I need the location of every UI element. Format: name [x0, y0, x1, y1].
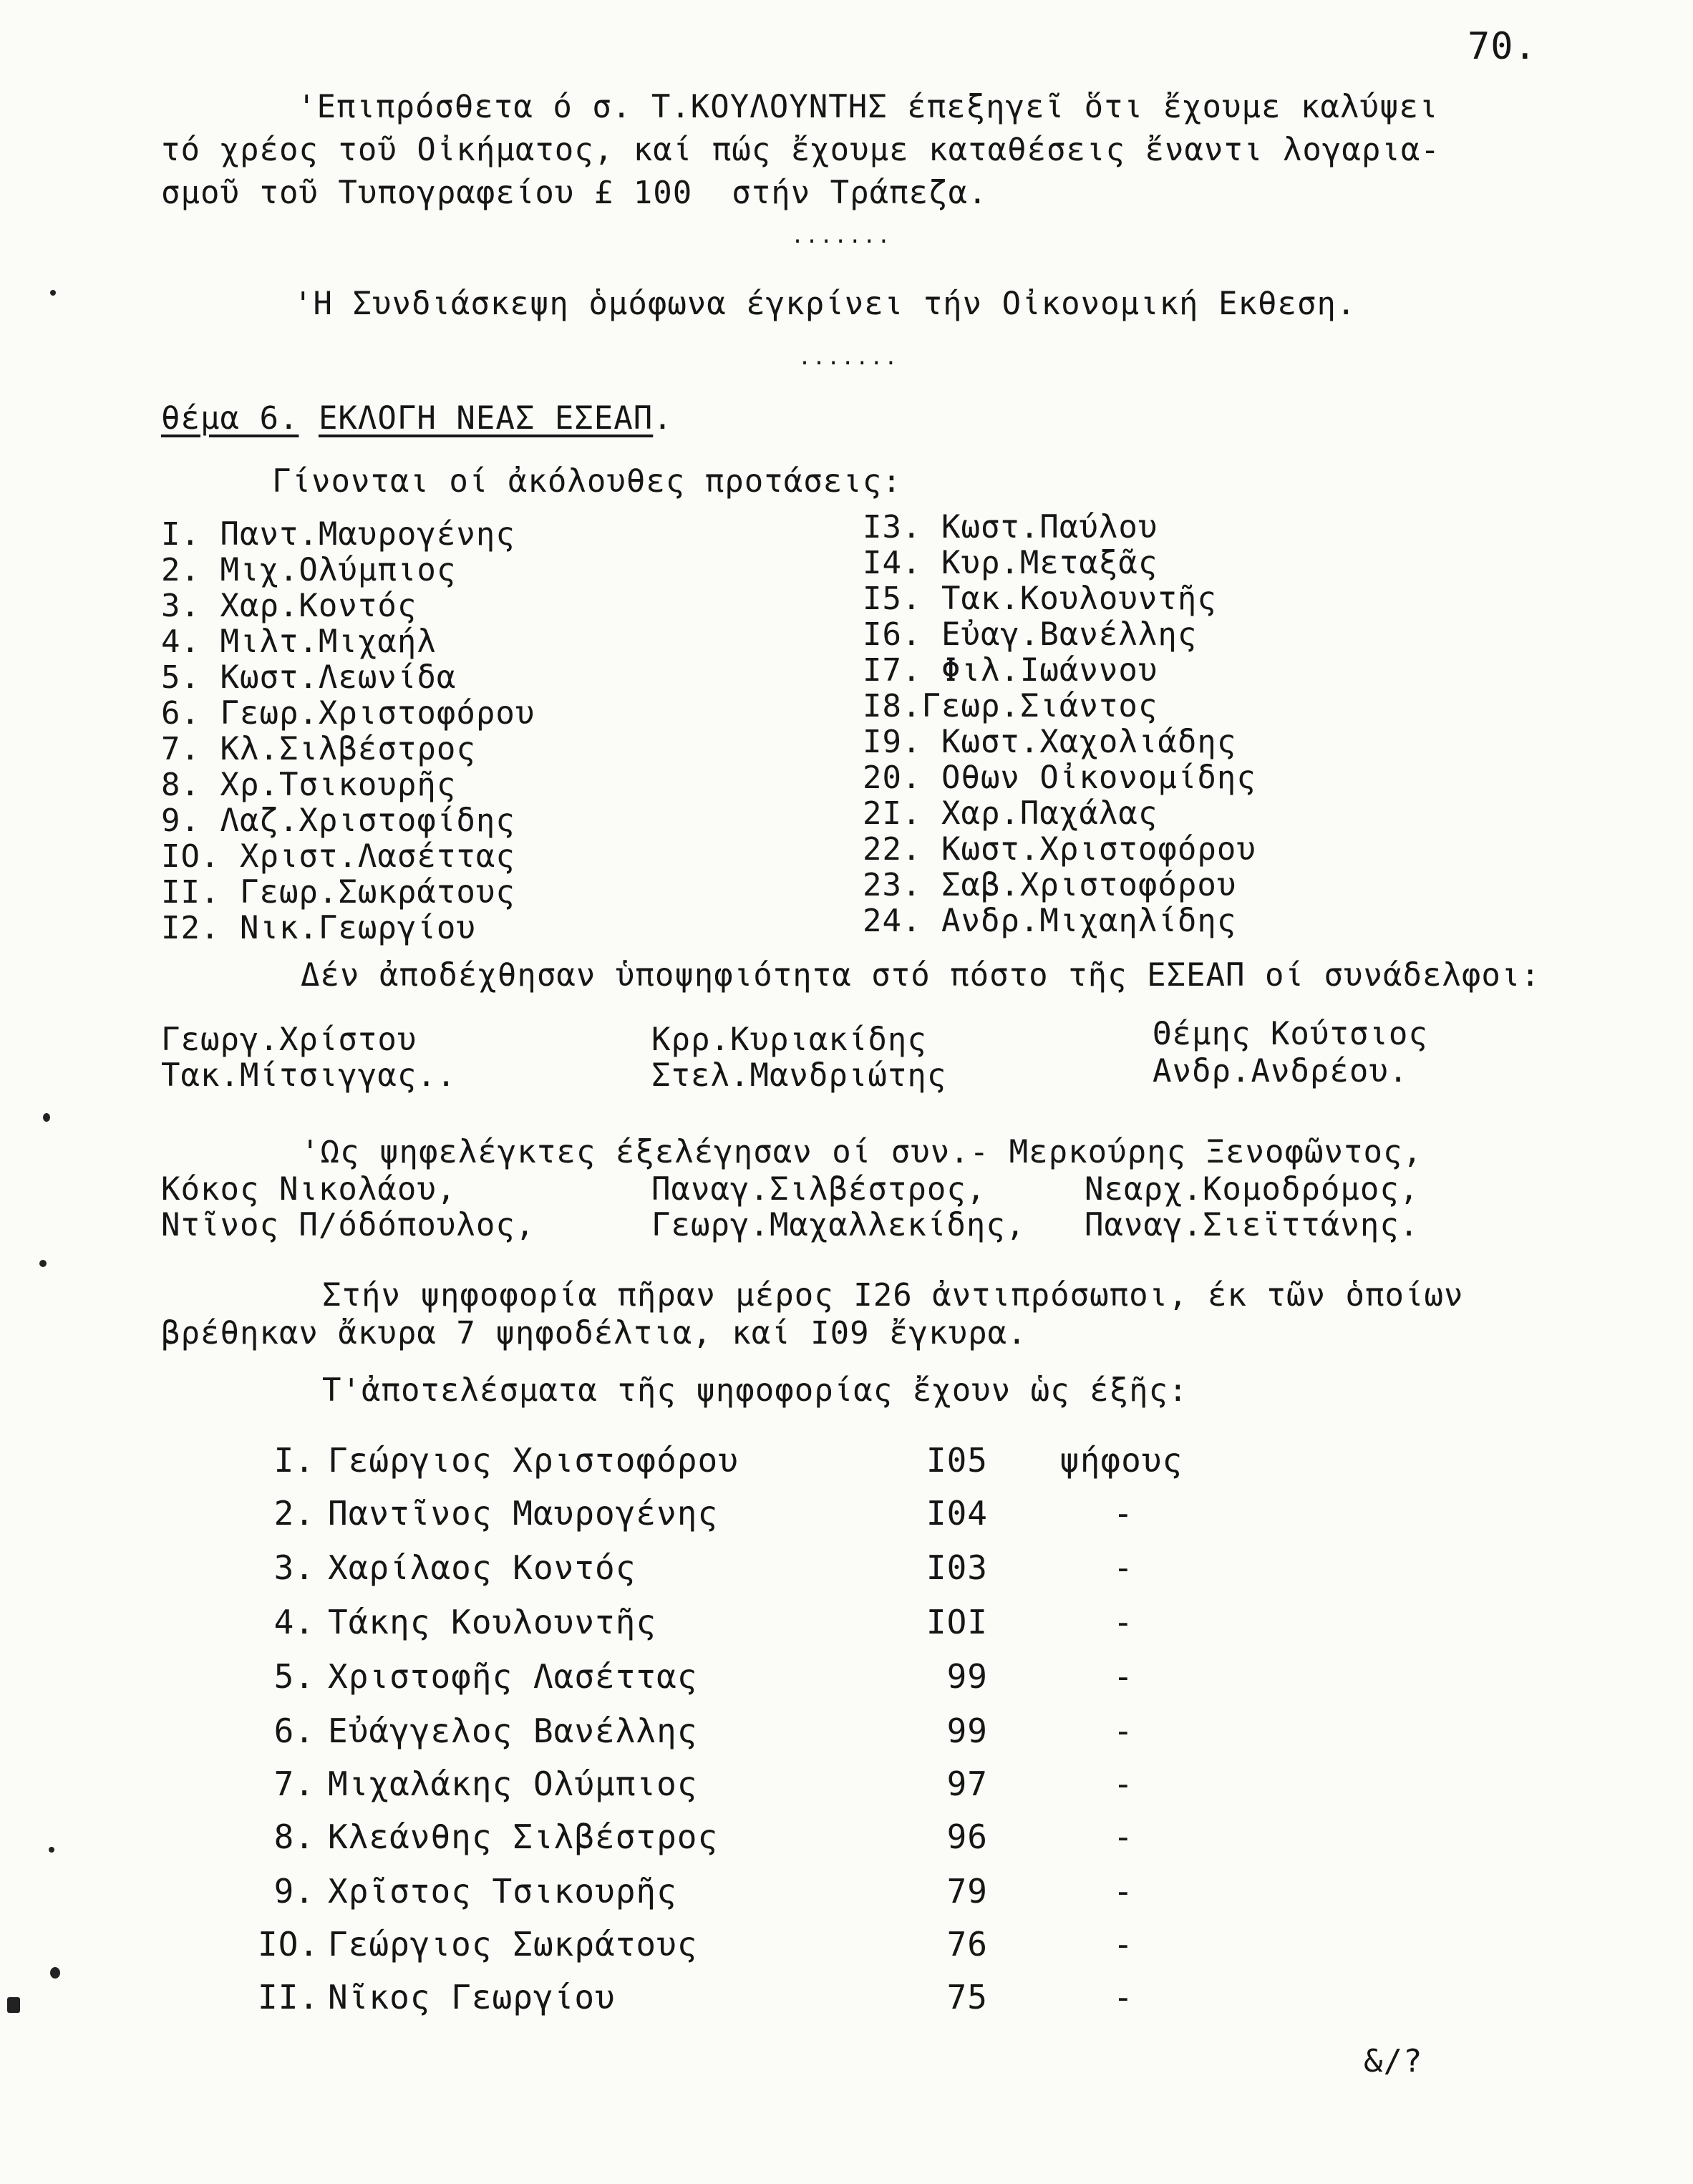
- candidate-item: 4. Μιλτ.Μιχαήλ: [161, 623, 437, 660]
- result-unit: ψήφους: [1059, 1441, 1183, 1480]
- continuation-mark: &/?: [1364, 2043, 1423, 2079]
- candidate-item: 7. Κλ.Σιλβέστρος: [161, 731, 476, 767]
- candidate-item: 2. Μιχ.Ολύμπιος: [161, 552, 457, 588]
- result-votes: I03: [926, 1548, 988, 1587]
- result-rank: I.: [273, 1441, 315, 1480]
- result-unit: -: [1113, 1657, 1134, 1696]
- candidate-item: 23. Σαβ.Χριστοφόρου: [863, 867, 1237, 903]
- declined-name: Γεωργ.Χρίστου: [161, 1021, 417, 1058]
- candidate-item: 24. Ανδρ.Μιχαηλίδης: [863, 903, 1237, 939]
- declined-intro: Δέν ἀποδέχθησαν ὑποψηφιότητα στό πόστο τῆς ΕΣΕΑΠ οί συνάδελφοι:: [301, 957, 1541, 994]
- result-name: Γεώργιος Χριστοφόρου: [328, 1441, 739, 1480]
- result-rank: IO.: [258, 1925, 320, 1964]
- result-rank: 3.: [273, 1548, 315, 1587]
- result-name: Γεώργιος Σωκράτους: [328, 1925, 698, 1964]
- candidate-item: IO. Χριστ.Λασέττας: [161, 838, 515, 875]
- result-votes: I04: [926, 1494, 988, 1533]
- result-name: Χριστοφῆς Λασέττας: [328, 1657, 698, 1696]
- result-row: [0, 1762, 1693, 1812]
- result-name: Νῖκος Γεωργίου: [328, 1978, 616, 2016]
- result-unit: -: [1113, 1603, 1134, 1641]
- candidate-item: I2. Νικ.Γεωργίου: [161, 910, 476, 946]
- result-unit: -: [1113, 1978, 1134, 2016]
- paragraph-line: τό χρέος τοῦ Οἰκήματος, καί πώς ἔχουμε καταθέσεις ἔναντι λογαρια-: [161, 132, 1440, 168]
- approval-statement: 'Η Συνδιάσκεψη ὁμόφωνα έγκρίνει τήν Οἰκονομική Εκθεση.: [294, 286, 1357, 322]
- auditor-name: Γεωργ.Μαχαλλεκίδης,: [651, 1207, 1026, 1243]
- result-row: [0, 1709, 1693, 1760]
- candidate-item: I9. Κωστ.Χαχολιάδης: [863, 724, 1237, 760]
- result-row: [0, 1492, 1693, 1542]
- candidate-item: I8.Γεωρ.Σιάντος: [863, 688, 1158, 724]
- result-unit: -: [1113, 1712, 1134, 1750]
- scan-speck: [50, 290, 56, 296]
- topic-label: θέμα 6.: [161, 400, 299, 437]
- results-intro: Τ'ἀποτελέσματα τῆς ψηφοφορίας ἔχουν ὡς έξῆς:: [322, 1372, 1188, 1409]
- candidate-item: I6. Εὐαγ.Βανέλλης: [863, 616, 1198, 653]
- result-votes: 97: [946, 1765, 988, 1803]
- result-rank: 6.: [273, 1712, 315, 1750]
- declined-name: Ανδρ.Ανδρέου.: [1153, 1053, 1409, 1089]
- scan-speck: [49, 1847, 54, 1853]
- result-unit: -: [1113, 1817, 1134, 1856]
- result-name: Κλεάνθης Σιλβέστρος: [328, 1817, 719, 1856]
- candidate-item: I4. Κυρ.Μεταξᾶς: [863, 545, 1158, 581]
- result-name: Χαρίλαος Κοντός: [328, 1548, 636, 1587]
- candidate-item: 22. Κωστ.Χριστοφόρου: [863, 831, 1256, 868]
- result-rank: 2.: [273, 1494, 315, 1533]
- result-row: [0, 1655, 1693, 1705]
- candidate-item: I3. Κωστ.Παύλου: [863, 509, 1158, 545]
- result-row: [0, 1815, 1693, 1865]
- auditor-name: Παναγ.Σιλβέστρος,: [651, 1171, 986, 1208]
- candidate-item: II. Γεωρ.Σωκράτους: [161, 874, 515, 911]
- result-name: Τάκης Κουλουντῆς: [328, 1603, 657, 1641]
- scan-speck: [43, 1113, 50, 1122]
- candidate-item: 9. Λαζ.Χριστοφίδης: [161, 802, 515, 839]
- proposals-intro: Γίνονται οί ἀκόλουθες προτάσεις:: [272, 463, 902, 500]
- result-rank: 4.: [273, 1603, 315, 1641]
- result-unit: -: [1113, 1494, 1134, 1533]
- result-row: [0, 1976, 1693, 2026]
- candidate-item: 6. Γεωρ.Χριστοφόρου: [161, 695, 535, 732]
- result-row: [0, 1870, 1693, 1920]
- auditor-name: Νεαρχ.Κομοδρόμος,: [1085, 1171, 1420, 1208]
- result-votes: 99: [946, 1712, 988, 1750]
- declined-name: Θέμης Κούτσιος: [1153, 1016, 1428, 1052]
- voting-line: Στήν ψηφοφορία πῆραν μέρος I26 ἀντιπρόσωποι, έκ τῶν ὁποίων: [322, 1277, 1464, 1314]
- result-rank: 5.: [273, 1657, 315, 1696]
- result-unit: -: [1113, 1925, 1134, 1964]
- result-votes: 75: [946, 1978, 988, 2016]
- candidates-left-column: [161, 517, 535, 946]
- result-row: [0, 1546, 1693, 1596]
- candidate-item: 5. Κωστ.Λεωνίδα: [161, 659, 457, 696]
- paragraph-line: σμοῦ τοῦ Τυπογραφείου £ 100 στήν Τράπεζα.: [161, 175, 988, 211]
- result-votes: I05: [926, 1441, 988, 1480]
- scan-speck: [39, 1260, 47, 1267]
- scan-speck: [50, 1967, 60, 1979]
- topic-dot: .: [653, 400, 673, 437]
- result-unit: -: [1113, 1548, 1134, 1587]
- auditor-name: Παναγ.Σιεϊττάνης.: [1085, 1207, 1420, 1243]
- auditor-name: Κόκος Νικολάου,: [161, 1171, 457, 1208]
- result-votes: 99: [946, 1657, 988, 1696]
- candidate-item: I7. Φιλ.Ιωάννου: [863, 652, 1158, 689]
- candidate-item: 2I. Χαρ.Παχάλας: [863, 795, 1158, 832]
- declined-name: Στελ.Μανδριώτης: [651, 1057, 947, 1094]
- result-row: [0, 1601, 1693, 1651]
- candidate-item: 20. Οθων Οἰκονομίδης: [863, 759, 1256, 796]
- declined-name: Κρρ.Κυριακίδης: [651, 1021, 927, 1058]
- scan-speck: [7, 1997, 20, 2013]
- candidate-item: I. Παντ.Μαυρογένης: [161, 516, 515, 553]
- result-name: Χρῖστος Τσικουρῆς: [328, 1872, 677, 1911]
- topic-heading: [161, 401, 673, 437]
- result-row: [0, 1439, 1693, 1489]
- result-votes: 96: [946, 1817, 988, 1856]
- voting-line: βρέθηκαν ἄκυρα 7 ψηφοδέλτια, καί I09 ἔγκυρα.: [161, 1315, 1027, 1351]
- page-number: 70.: [1468, 25, 1537, 68]
- result-votes: 76: [946, 1925, 988, 1964]
- topic-title: ΕΚΛΟΓΗ ΝΕΑΣ ΕΣΕΑΠ: [318, 400, 654, 437]
- result-name: Μιχαλάκης Ολύμπιος: [328, 1765, 698, 1803]
- result-rank: 9.: [273, 1872, 315, 1911]
- result-votes: IOI: [926, 1603, 988, 1641]
- declined-name: Τακ.Μίτσιγγας..: [161, 1057, 457, 1094]
- result-name: Εὐάγγελος Βανέλλης: [328, 1712, 698, 1750]
- auditor-name: Ντῖνος Π/όδόπουλος,: [161, 1207, 535, 1243]
- separator-dots: .......: [791, 223, 892, 248]
- paragraph-line: 'Επιπρόσθετα ό σ. Τ.ΚΟΥΛΟΥΝΤΗΣ έπεξηγεῖ ὅτι ἔχουμε καλύψει: [297, 89, 1439, 125]
- result-rank: II.: [258, 1978, 320, 2016]
- result-rank: 8.: [273, 1817, 315, 1856]
- candidate-item: I5. Τακ.Κουλουντῆς: [863, 581, 1217, 617]
- candidate-item: 3. Χαρ.Κοντός: [161, 588, 417, 624]
- result-rank: 7.: [273, 1765, 315, 1803]
- result-name: Παντῖνος Μαυρογένης: [328, 1494, 719, 1533]
- result-unit: -: [1113, 1872, 1134, 1911]
- result-row: [0, 1923, 1693, 1973]
- result-unit: -: [1113, 1765, 1134, 1803]
- separator-dots: .......: [798, 345, 899, 370]
- auditors-intro: 'Ως ψηφελέγκτες έξελέγησαν οί συν.- Μερκούρης Ξενοφῶντος,: [301, 1134, 1422, 1170]
- candidate-item: 8. Χρ.Τσικουρῆς: [161, 767, 457, 803]
- candidates-right-column: [863, 510, 1256, 939]
- result-votes: 79: [946, 1872, 988, 1911]
